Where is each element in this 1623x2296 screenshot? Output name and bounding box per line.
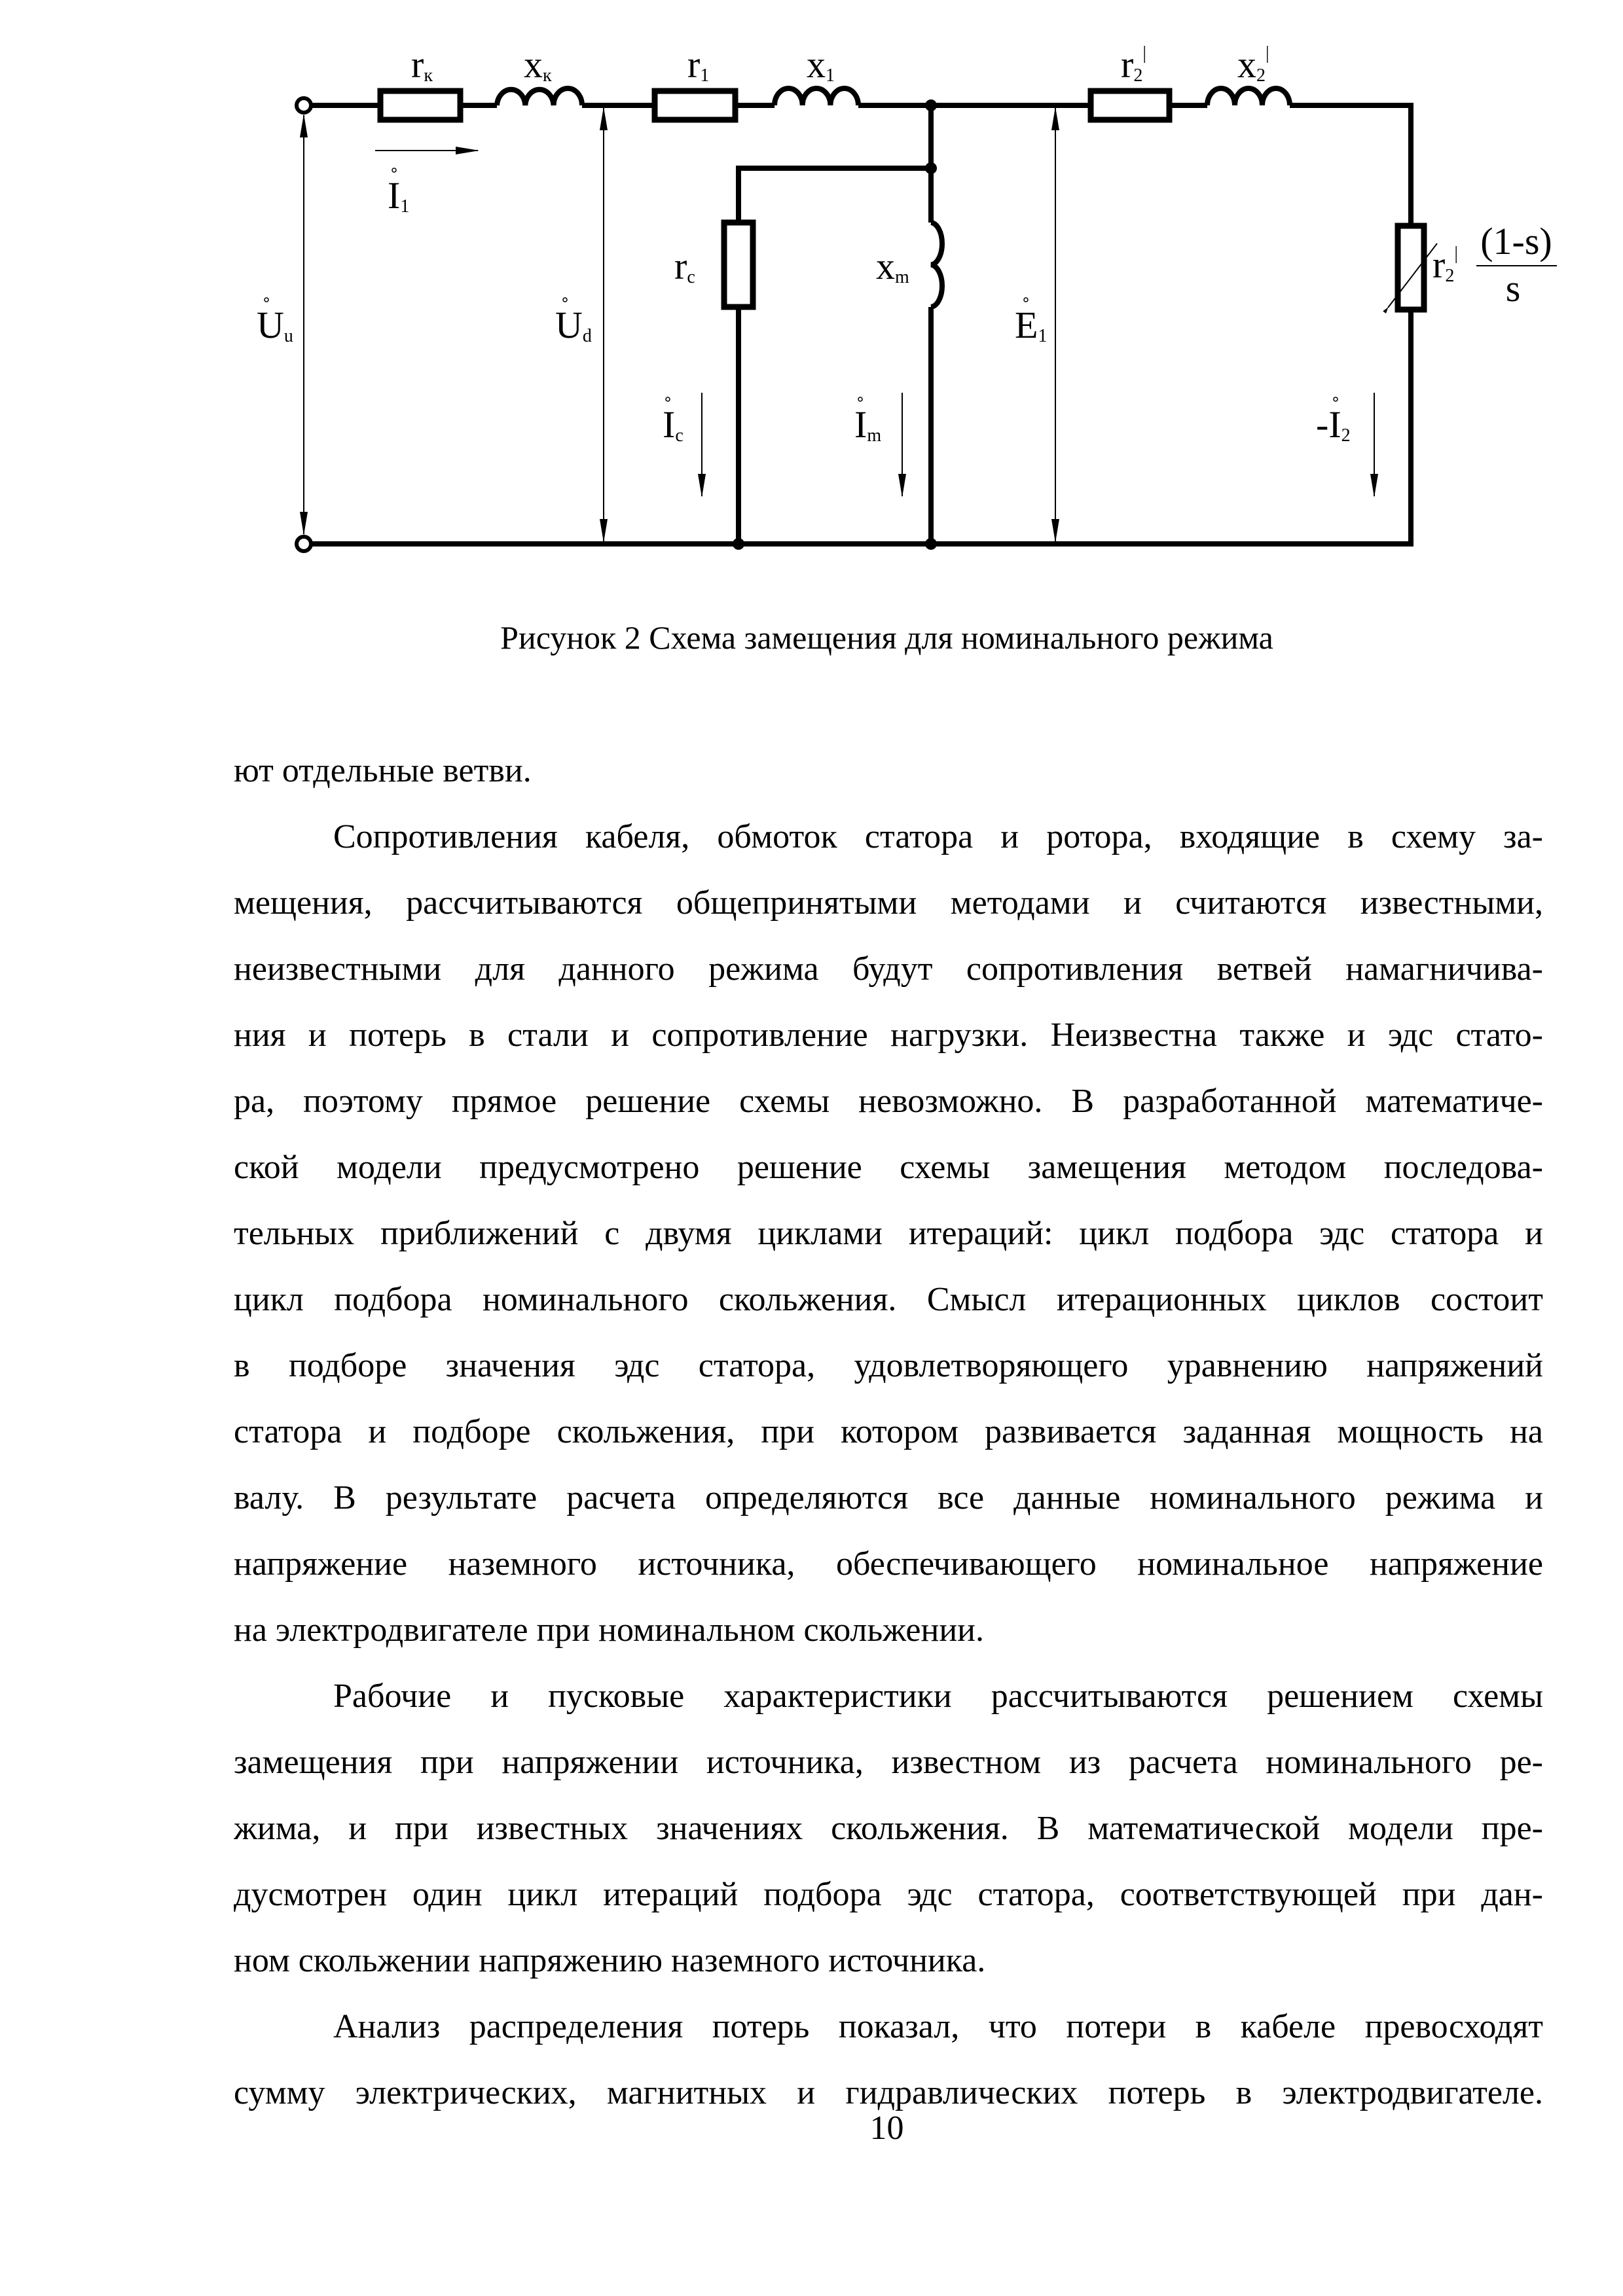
wires <box>312 103 1413 547</box>
paragraph-line: цикл подбора номинального скольжения. Смысл итерационных циклов состоит <box>234 1281 1543 1318</box>
paragraph-line: ном скольжении напряжению наземного источника. <box>234 1942 986 1979</box>
resistor-rk <box>380 91 460 120</box>
resistor-r1 <box>655 91 735 120</box>
label-rc: rc <box>674 245 695 287</box>
paragraph-line: жима, и при известных значениях скольжения. В математической модели пре- <box>234 1810 1543 1847</box>
inductor-x1 <box>775 88 858 105</box>
label-ud: Ud <box>555 304 592 346</box>
label-load-r2: r2| <box>1432 243 1458 286</box>
paragraph-line: сумму электрических, магнитных и гидравлических потерь в электродвигателе. <box>234 2074 1543 2111</box>
resistor-load-variable <box>1398 226 1424 310</box>
label-load-denominator: s <box>1505 267 1521 310</box>
inductor-xk <box>497 88 582 105</box>
paragraph-line: ра, поэтому прямое решение схемы невозможно. В разработанной математиче- <box>234 1083 1543 1120</box>
equivalent-circuit-diagram <box>0 0 1623 720</box>
paragraph-line: Рабочие и пусковые характеристики рассчитываются решением схемы <box>333 1677 1543 1715</box>
node <box>925 538 937 550</box>
label-ic: Ic <box>663 403 684 446</box>
paragraph-line: неизвестными для данного режима будут сопротивления ветвей намагничива- <box>234 950 1543 988</box>
label-uu: Uu <box>257 304 293 346</box>
paragraph-line: замещения при напряжении источника, известном из расчета номинального ре- <box>234 1744 1543 1781</box>
node <box>925 162 937 174</box>
label-im: Im <box>854 403 882 446</box>
paragraph-line: Сопротивления кабеля, обмоток статора и ротора, входящие в схему за- <box>333 818 1543 855</box>
label-r2-prime: r2| <box>1121 43 1146 86</box>
paragraph-line: ской модели предусмотрено решение схемы замещения методом последова- <box>234 1149 1543 1186</box>
resistor-rc <box>724 223 753 307</box>
label-r1: r1 <box>687 43 710 86</box>
label-i1: I1 <box>388 174 410 217</box>
body-text <box>234 738 1543 2126</box>
resistor-r2 <box>1091 91 1169 120</box>
label-x2-prime: x2| <box>1237 43 1269 86</box>
page-number: 10 <box>869 2109 904 2147</box>
figure-caption: Рисунок 2 Схема замещения для номинального режима <box>500 619 1273 656</box>
paragraph-line: мещения, рассчитываются общепринятыми методами и считаются известными, <box>234 884 1543 922</box>
paragraph-line: дусмотрен один цикл итераций подбора эдс статора, соответствующей при дан- <box>234 1876 1543 1913</box>
input-terminal-bottom <box>297 537 311 551</box>
label-rk: rк <box>411 43 433 86</box>
paragraph-line: в подборе значения эдс статора, удовлетворяющего уравнению напряжений <box>234 1347 1543 1384</box>
label-xm: xm <box>876 245 909 287</box>
node <box>925 99 937 111</box>
paragraph-line: ют отдельные ветви. <box>234 752 532 789</box>
paragraph-line: валу. В результате расчета определяются все данные номинального режима и <box>234 1479 1543 1516</box>
paragraph-line: напряжение наземного источника, обеспечивающего номинальное напряжение <box>234 1545 1543 1583</box>
paragraph-line: тельных приближений с двумя циклами итераций: цикл подбора эдс статора и <box>234 1215 1543 1252</box>
paragraph-line: Анализ распределения потерь показал, что потери в кабеле превосходят <box>333 2008 1543 2045</box>
label-e1: E1 <box>1015 304 1048 346</box>
node <box>733 538 744 550</box>
paragraph-line: ния и потерь в стали и сопротивление нагрузки. Неизвестна также и эдс стато- <box>234 1016 1543 1054</box>
input-terminal-top <box>297 98 311 113</box>
inductor-x2 <box>1207 88 1290 105</box>
label-xk: xк <box>524 43 552 86</box>
label-load-numerator: (1-s) <box>1480 220 1552 262</box>
paragraph-line: на электродвигателе при номинальном скольжении. <box>234 1611 984 1649</box>
paragraph-line: статора и подборе скольжения, при котором развивается заданная мощность на <box>234 1413 1543 1450</box>
label-i2: -I2 <box>1316 403 1351 446</box>
inductor-xm <box>931 223 942 307</box>
label-x1: x1 <box>807 43 835 86</box>
